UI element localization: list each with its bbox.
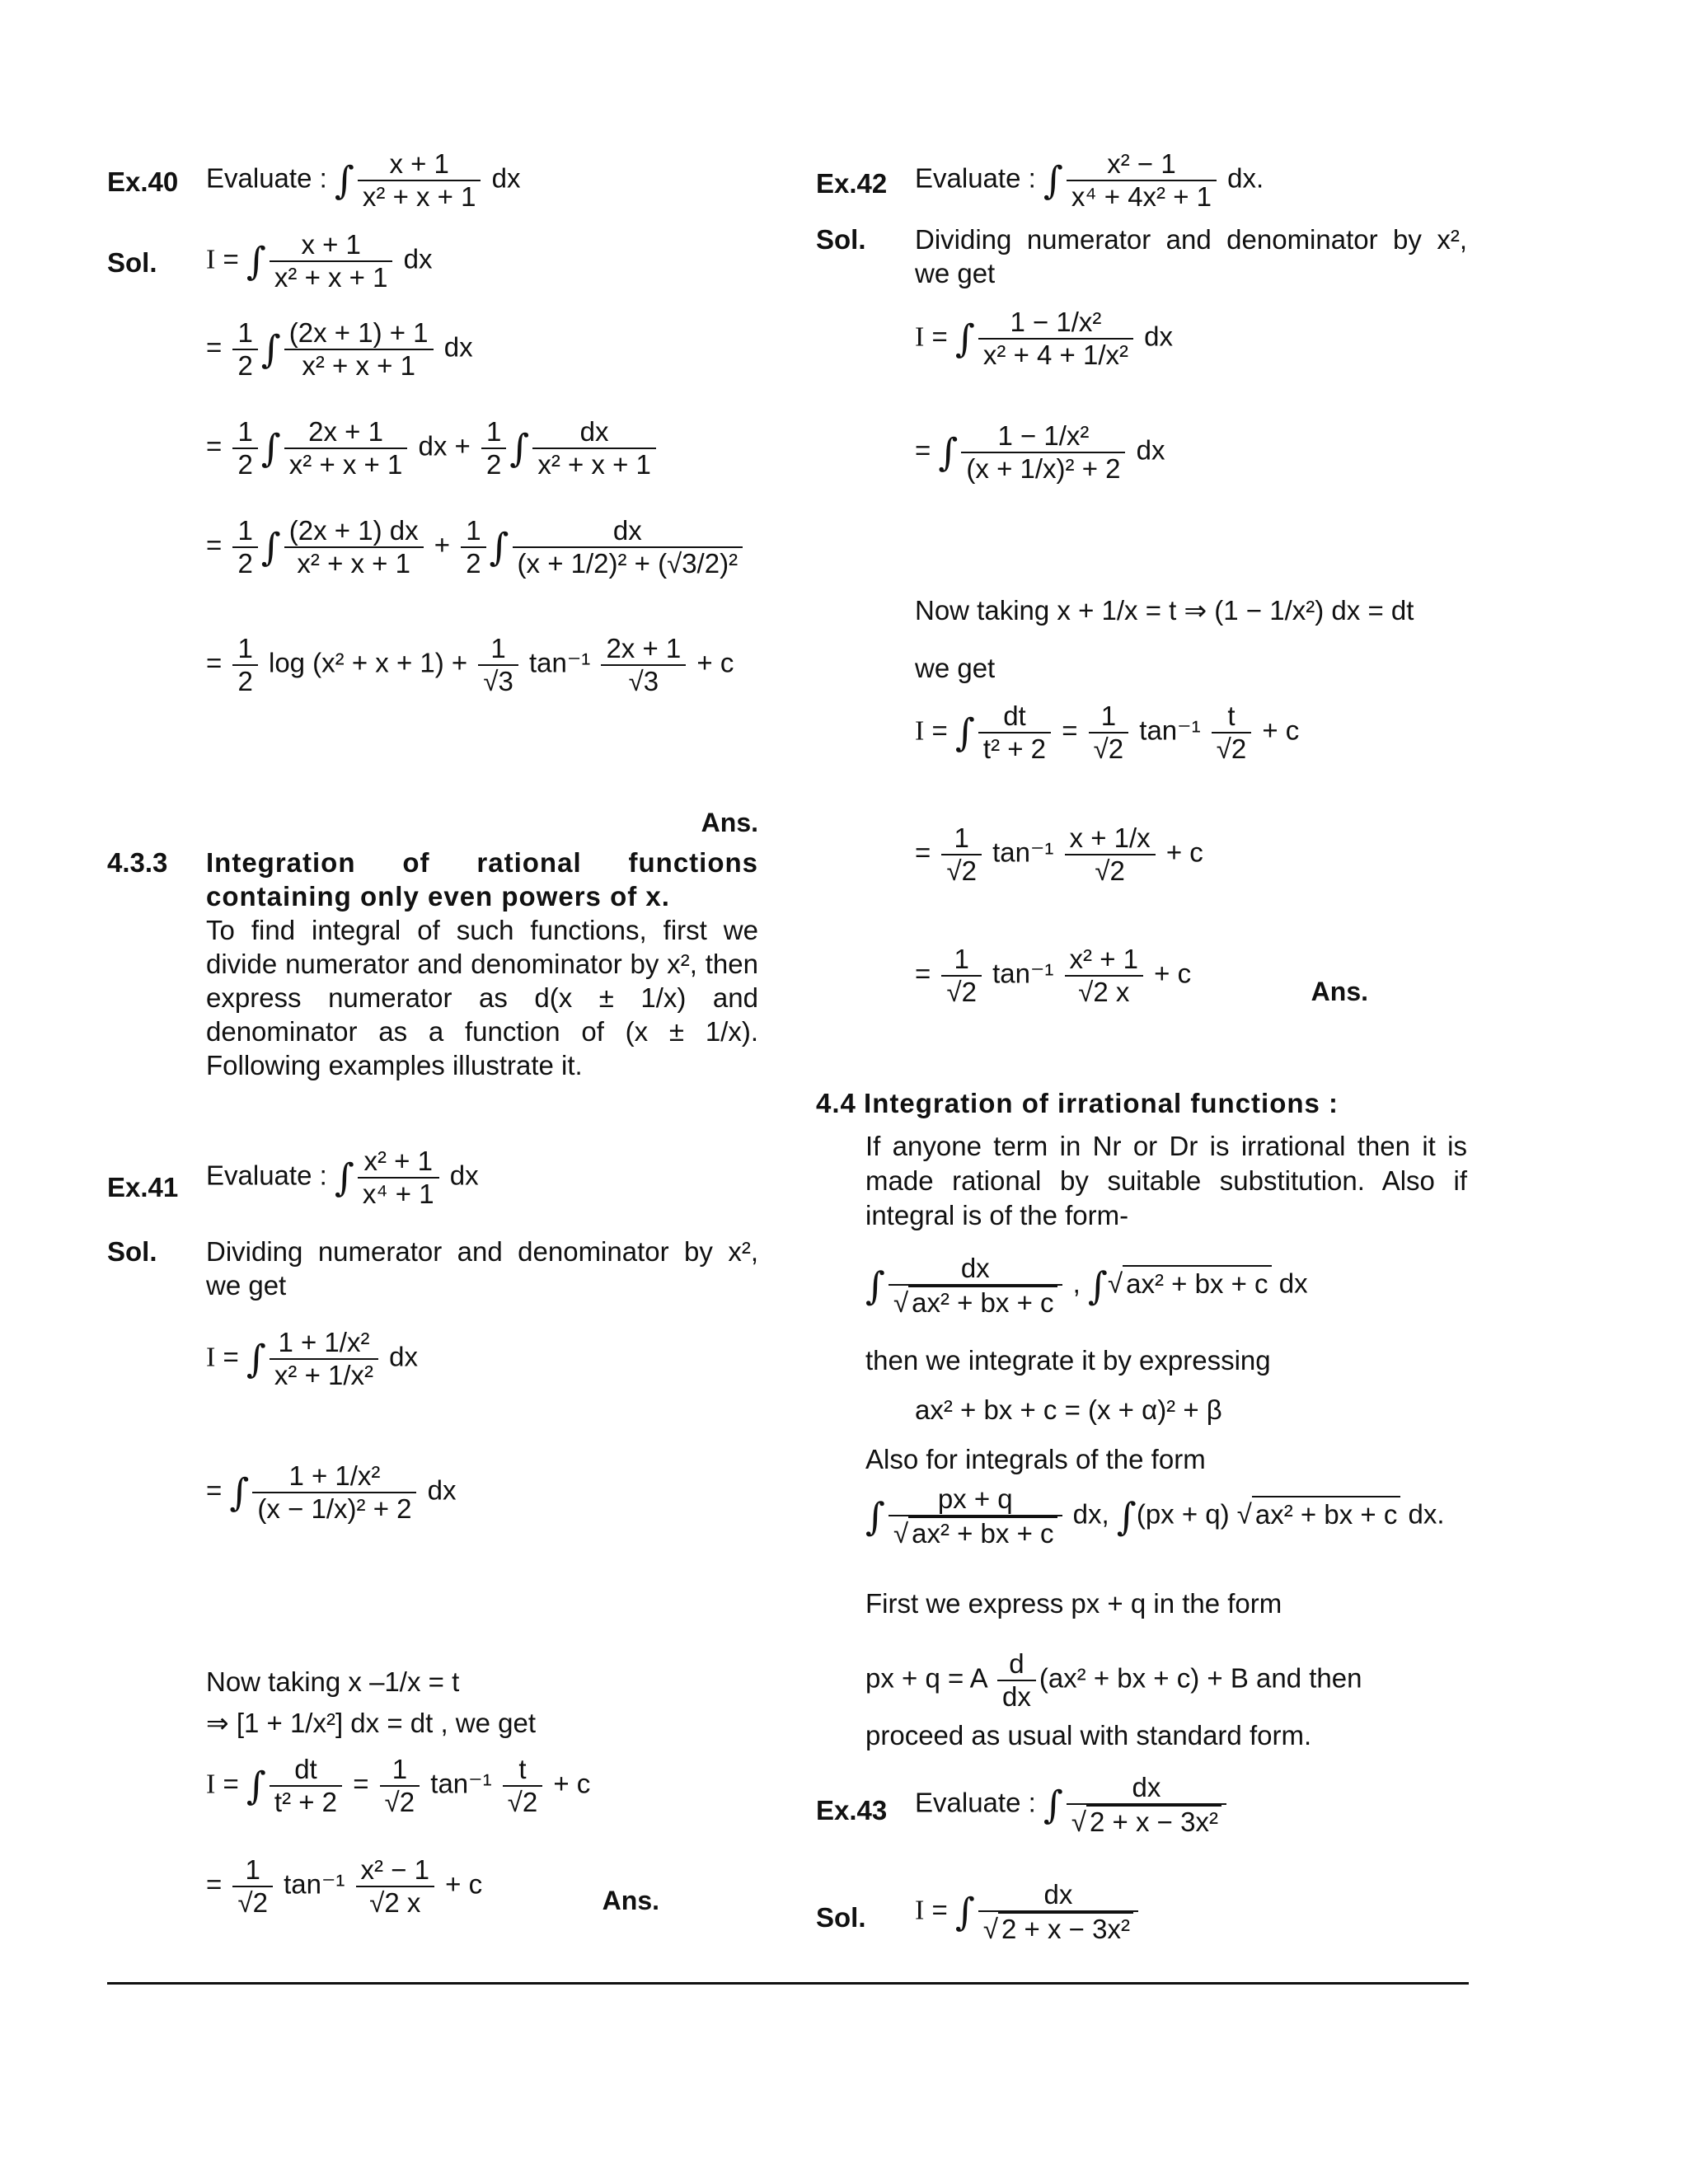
ex40-line-1: I = ∫ $\frac{x + 1}{\text{x² + x + 1}}$ dx [206,229,433,293]
section-433-block [206,846,758,1082]
ex41-implies: ⇒ [1 + 1/x²] dx = dt , we get [206,1708,537,1738]
ex41-result-2: = $\frac{1}{√2}$ tan⁻¹ $\frac{\text{x² − 1}}{√2 x}$ + c [206,1854,483,1918]
ex40-line-4: = $\frac{1}{2}$ ∫ $\frac{(2x + 1) dx}{\text{x² + x + 1}}$ + $\frac{1}{2}$ ∫ $\frac{dx}{\text{(x + 1/2)² + (√3/2)²}}$ [206,515,758,579]
ex41-line-2: = ∫ $\frac{\text{1 + 1/x²}}{\text{(x − 1/x)² + 2}}$ dx [206,1460,457,1524]
section-433-title: Integration of rational functions containing only even powers of x. [206,847,758,912]
ex42-taking: Now taking x + 1/x = t ⇒ (1 − 1/x²) dx = dt [915,595,1414,626]
ex42-line-2: = ∫ $\frac{\text{1 − 1/x²}}{\text{(x + 1/x)² + 2}}$ dx [915,420,1165,484]
ex40-line-3: = $\frac{1}{2}$ ∫ $\frac{2x + 1}{\text{x² + x + 1}}$ dx + $\frac{1}{2}$ ∫ $\frac{dx}{\text{x² + x + 1}}$ [206,416,758,480]
ex40-line-5: = $\frac{1}{2}$ log (x² + x + 1) + $\frac{1}{√3}$ tan⁻¹ $\frac{2x + 1}{√3}$ + c [206,633,734,696]
section-44-title: Integration of irrational functions : [864,1088,1339,1118]
ex41-result-1: I = ∫ $\frac{dt}{\text{t² + 2}}$ = $\frac{1}{√2}$ tan⁻¹ $\frac{t}{√2}$ + c [206,1754,591,1817]
ex41-taking: Now taking x –1/x = t [206,1666,460,1697]
ex42-question: Evaluate : ∫ $\frac{\text{x² − 1}}{\text{x⁴ + 4x² + 1}}$ dx. [915,148,1264,212]
ex40-question: Evaluate : ∫ $\frac{x + 1}{\text{x² + x + 1}}$ dx [206,148,521,212]
ex41-line-1: I = ∫ $\frac{\text{1 + 1/x²}}{\text{x² + 1/x²}}$ dx [206,1327,419,1390]
section-44-body-1: If anyone term in Nr or Dr is irrational then it is made rational by suitable substitution. Also if integral is of the form- [865,1131,1467,1230]
ex43-label: Ex.43 [816,1795,888,1825]
ex42-sol-label: Sol. [816,224,866,255]
section-44-body-4: First we express px + q in the form [865,1588,1282,1619]
ex42-we-get: we get [915,653,996,683]
ex42-result-1: I = ∫ $\frac{dt}{\text{t² + 2}}$ = $\frac{1}{√2}$ tan⁻¹ $\frac{t}{√2}$ + c [915,701,1300,764]
ex41-intro: Dividing numerator and denominator by x², we get [206,1236,758,1301]
right-column [816,132,1467,1970]
ex43-line: I = ∫ $\frac{dx}{\text{√ 2 + x − 3x²}}$ [915,1879,1467,1945]
section-44-heading [816,1086,1467,1121]
ex40-line-2: = $\frac{1}{2}$ ∫ $\frac{(2x + 1) + 1}{\text{x² + x + 1}}$ dx [206,317,473,381]
ex41-ans: Ans. [602,1886,659,1915]
section-433-body: To find integral of such functions, first we divide numerator and denominator by x², then express numerator as d(x ± 1/x) and denominator as a function of (x ± 1/x). Following examples illustrate it. [206,915,758,1080]
ex41-label: Ex.41 [107,1172,179,1202]
ex42-ans: Ans. [1311,977,1368,1006]
ex40-sol-label: Sol. [107,247,157,278]
page-bottom-rule [107,1982,1469,1985]
ex43-sol-label: Sol. [816,1902,866,1933]
left-column [107,132,758,1970]
ex41-sol-label: Sol. [107,1236,157,1267]
ex40-ans: Ans. [701,808,758,837]
ex42-line-1: I = ∫ $\frac{\text{1 − 1/x²}}{\text{x² + 4 + 1/x²}}$ dx [915,307,1174,370]
section-44-body-5: proceed as usual with standard form. [865,1720,1312,1750]
section-44-express: px + q = A $\frac{d}{dx}$ (ax² + bx + c) + B and then [865,1648,1362,1712]
section-44-forms-1: ∫ $\frac{dx}{\text{√ ax² + bx + c}}$ , ∫√ ax² + bx + c dx [865,1253,1308,1318]
ex42-intro: Dividing numerator and denominator by x², we get [915,224,1467,288]
section-44-forms-2: ∫ $\frac{px + q}{\text{√ ax² + bx + c}}$ dx, ∫(px + q) √ ax² + bx + c dx. [865,1483,1445,1549]
section-433-number: 4.3.3 [107,847,168,878]
section-44-body-2: then we integrate it by expressing [865,1345,1271,1376]
ex42-result-2: = $\frac{1}{√2}$ tan⁻¹ $\frac{x + 1/x}{√2}$ + c [915,823,1203,886]
section-44-body-3: Also for integrals of the form [865,1444,1206,1474]
ex42-label: Ex.42 [816,168,888,199]
ex41-question: Evaluate : ∫ $\frac{\text{x² + 1}}{\text{x⁴ + 1}}$ dx [206,1146,479,1209]
ex40-label: Ex.40 [107,166,179,197]
section-44-number: 4.4 [816,1088,856,1118]
ex42-result-3: = $\frac{1}{√2}$ tan⁻¹ $\frac{\text{x² + 1}}{√2 x}$ + c [915,944,1192,1007]
ex43-question: Evaluate : ∫ $\frac{dx}{\text{√ 2 + x − 3x²}}$ [915,1772,1467,1838]
section-44-expr: ax² + bx + c = (x + α)² + β [915,1394,1222,1425]
